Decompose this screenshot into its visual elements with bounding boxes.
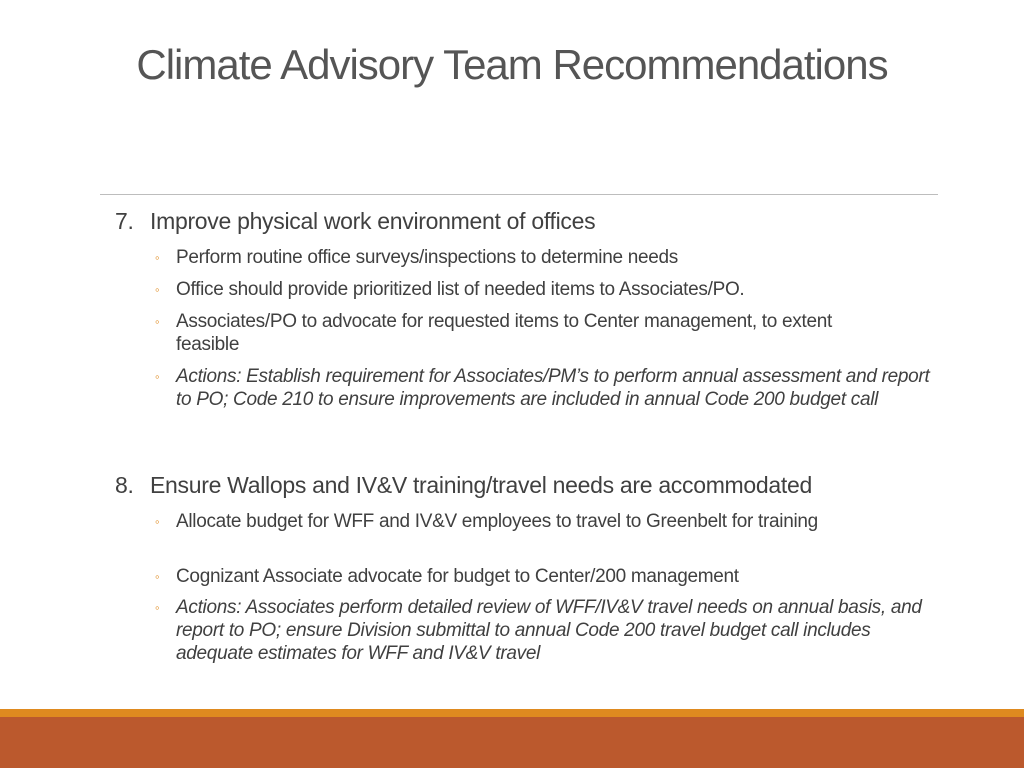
bullet-icon: ◦: [155, 514, 160, 529]
bullet-text: Perform routine office surveys/inspections to determine needs: [176, 247, 679, 268]
list-item: [155, 278, 945, 301]
list-item: [155, 510, 895, 533]
list-item: [155, 310, 885, 356]
bullet-text: Office should provide prioritized list of needed items to Associates/PO.: [176, 279, 745, 300]
bullet-icon: ◦: [155, 600, 160, 615]
section-number: 7.: [115, 208, 134, 234]
bullet-text: Actions: Establish requirement for Associates/PM’s to perform annual assessment and report to PO; Code 210 to ensure improvements are included in annual Code 200 budget call: [176, 366, 930, 410]
bullet-text: Associates/PO to advocate for requested items to Center management, to extent feasible: [176, 311, 832, 355]
list-item: [155, 565, 945, 588]
title-divider: [100, 194, 938, 195]
bullet-icon: ◦: [155, 282, 160, 297]
section-heading-text: Ensure Wallops and IV&V training/travel needs are accommodated: [150, 472, 812, 498]
section-heading-text: Improve physical work environment of offices: [150, 208, 596, 234]
list-item: [155, 596, 945, 665]
slide-title: Climate Advisory Team Recommendations: [136, 41, 888, 88]
bullet-text: Cognizant Associate advocate for budget to Center/200 management: [176, 566, 739, 587]
footer-band: [0, 717, 1024, 768]
list-item: [155, 246, 945, 269]
bullet-icon: ◦: [155, 250, 160, 265]
footer-accent-band: [0, 709, 1024, 717]
list-item: [155, 365, 945, 411]
bullet-text: Actions: Associates perform detailed review of WFF/IV&V travel needs on annual basis, and report to PO; ensure Division submittal to annual Code 200 travel budget call includes adequate estimates for WFF and IV&V travel: [176, 597, 922, 664]
section-heading-7: [115, 208, 595, 235]
section-heading-8: [115, 472, 812, 499]
bullet-icon: ◦: [155, 314, 160, 329]
bullet-text: Allocate budget for WFF and IV&V employees to travel to Greenbelt for training: [176, 511, 818, 532]
section-number: 8.: [115, 472, 134, 498]
bullet-icon: ◦: [155, 569, 160, 584]
bullet-icon: ◦: [155, 369, 160, 384]
